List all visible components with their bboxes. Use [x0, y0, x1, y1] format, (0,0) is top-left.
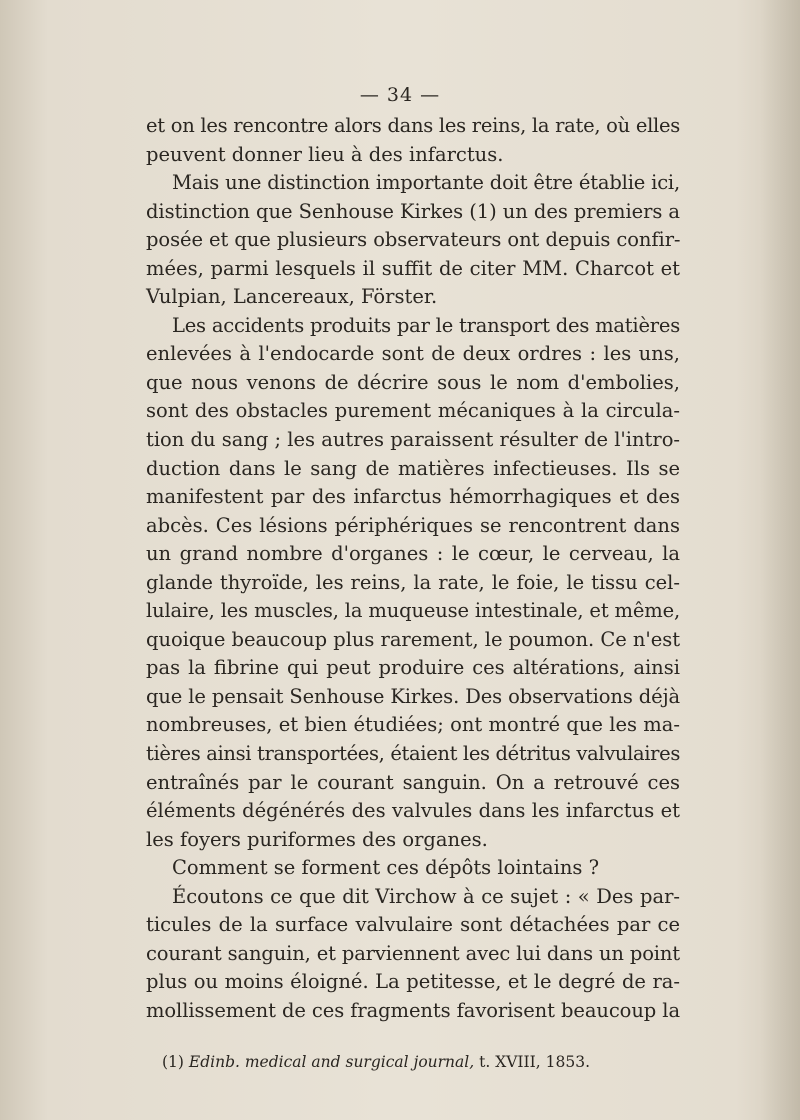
- text-line: entraînés par le courant sanguin. On a retrouvé ces: [146, 770, 680, 794]
- text-line: peuvent donner lieu à des infarctus.: [146, 142, 504, 166]
- text-line: tion du sang ; les autres paraissent résulter de l'intro-: [146, 428, 680, 452]
- text-line: que le pensait Senhouse Kirkes. Des observations déjà: [146, 684, 680, 708]
- text-line: Vulpian, Lancereaux, Förster.: [146, 285, 438, 309]
- text-line: tières ainsi transportées, étaient les détritus valvulaires: [146, 742, 680, 766]
- footnote-journal: Edinb. medical and surgical journal,: [188, 1053, 475, 1071]
- body-text: [146, 112, 680, 1026]
- text-line: plus ou moins éloigné. La petitesse, et le degré de ra-: [146, 970, 680, 994]
- text-line: mées, parmi lesquels il suffit de citer MM. Charcot et: [146, 256, 680, 280]
- text-line: les foyers puriformes des organes.: [146, 827, 488, 851]
- page-number: — 34 —: [359, 84, 441, 106]
- text-line: un grand nombre d'organes : le cœur, le cerveau, la: [146, 542, 680, 566]
- text-line: que nous venons de décrire sous le nom d'embolies,: [146, 370, 680, 394]
- page-fold-shadow: [760, 0, 800, 1120]
- text-line: Écoutons ce que dit Virchow à ce sujet : « Des par-: [172, 884, 680, 908]
- text-line: duction dans le sang de matières infectieuses. Ils se: [146, 456, 680, 480]
- text-line: quoique beaucoup plus rarement, le poumon. Ce n'est: [146, 627, 680, 651]
- footnote-marker: (1): [162, 1053, 184, 1071]
- text-line: éléments dégénérés des valvules dans les infarctus et: [146, 799, 680, 823]
- text-line: et on les rencontre alors dans les reins, la rate, où elles: [146, 114, 680, 137]
- text-line: enlevées à l'endocarde sont de deux ordres : les uns,: [146, 342, 680, 366]
- text-line: Mais une distinction importante doit être établie ici,: [172, 171, 680, 195]
- text-line: nombreuses, et bien étudiées; ont montré que les ma-: [146, 713, 680, 737]
- text-line: abcès. Ces lésions périphériques se rencontrent dans: [146, 513, 680, 537]
- text-line: Les accidents produits par le transport des matières: [172, 313, 680, 337]
- text-line: manifestent par des infarctus hémorrhagiques et des: [146, 485, 680, 509]
- text-line: sont des obstacles purement mécaniques à la circula-: [146, 399, 680, 423]
- text-line: glande thyroïde, les reins, la rate, le foie, le tissu cel-: [146, 570, 680, 594]
- text-line: distinction que Senhouse Kirkes (1) un des premiers a: [146, 199, 680, 223]
- footnote-details: t. XVIII, 1853.: [479, 1053, 591, 1071]
- footnote: [162, 1053, 662, 1071]
- text-line: Comment se forment ces dépôts lointains ?: [172, 856, 600, 880]
- text-line: ticules de la surface valvulaire sont détachées par ce: [146, 913, 680, 937]
- text-line: pas la fibrine qui peut produire ces altérations, ainsi: [146, 656, 680, 680]
- text-line: courant sanguin, et parviennent avec lui dans un point: [146, 941, 680, 965]
- text-line: lulaire, les muscles, la muqueuse intestinale, et même,: [146, 599, 681, 623]
- text-line: posée et que plusieurs observateurs ont depuis confir-: [146, 228, 681, 252]
- text-line: mollissement de ces fragments favorisent beaucoup la: [146, 998, 680, 1022]
